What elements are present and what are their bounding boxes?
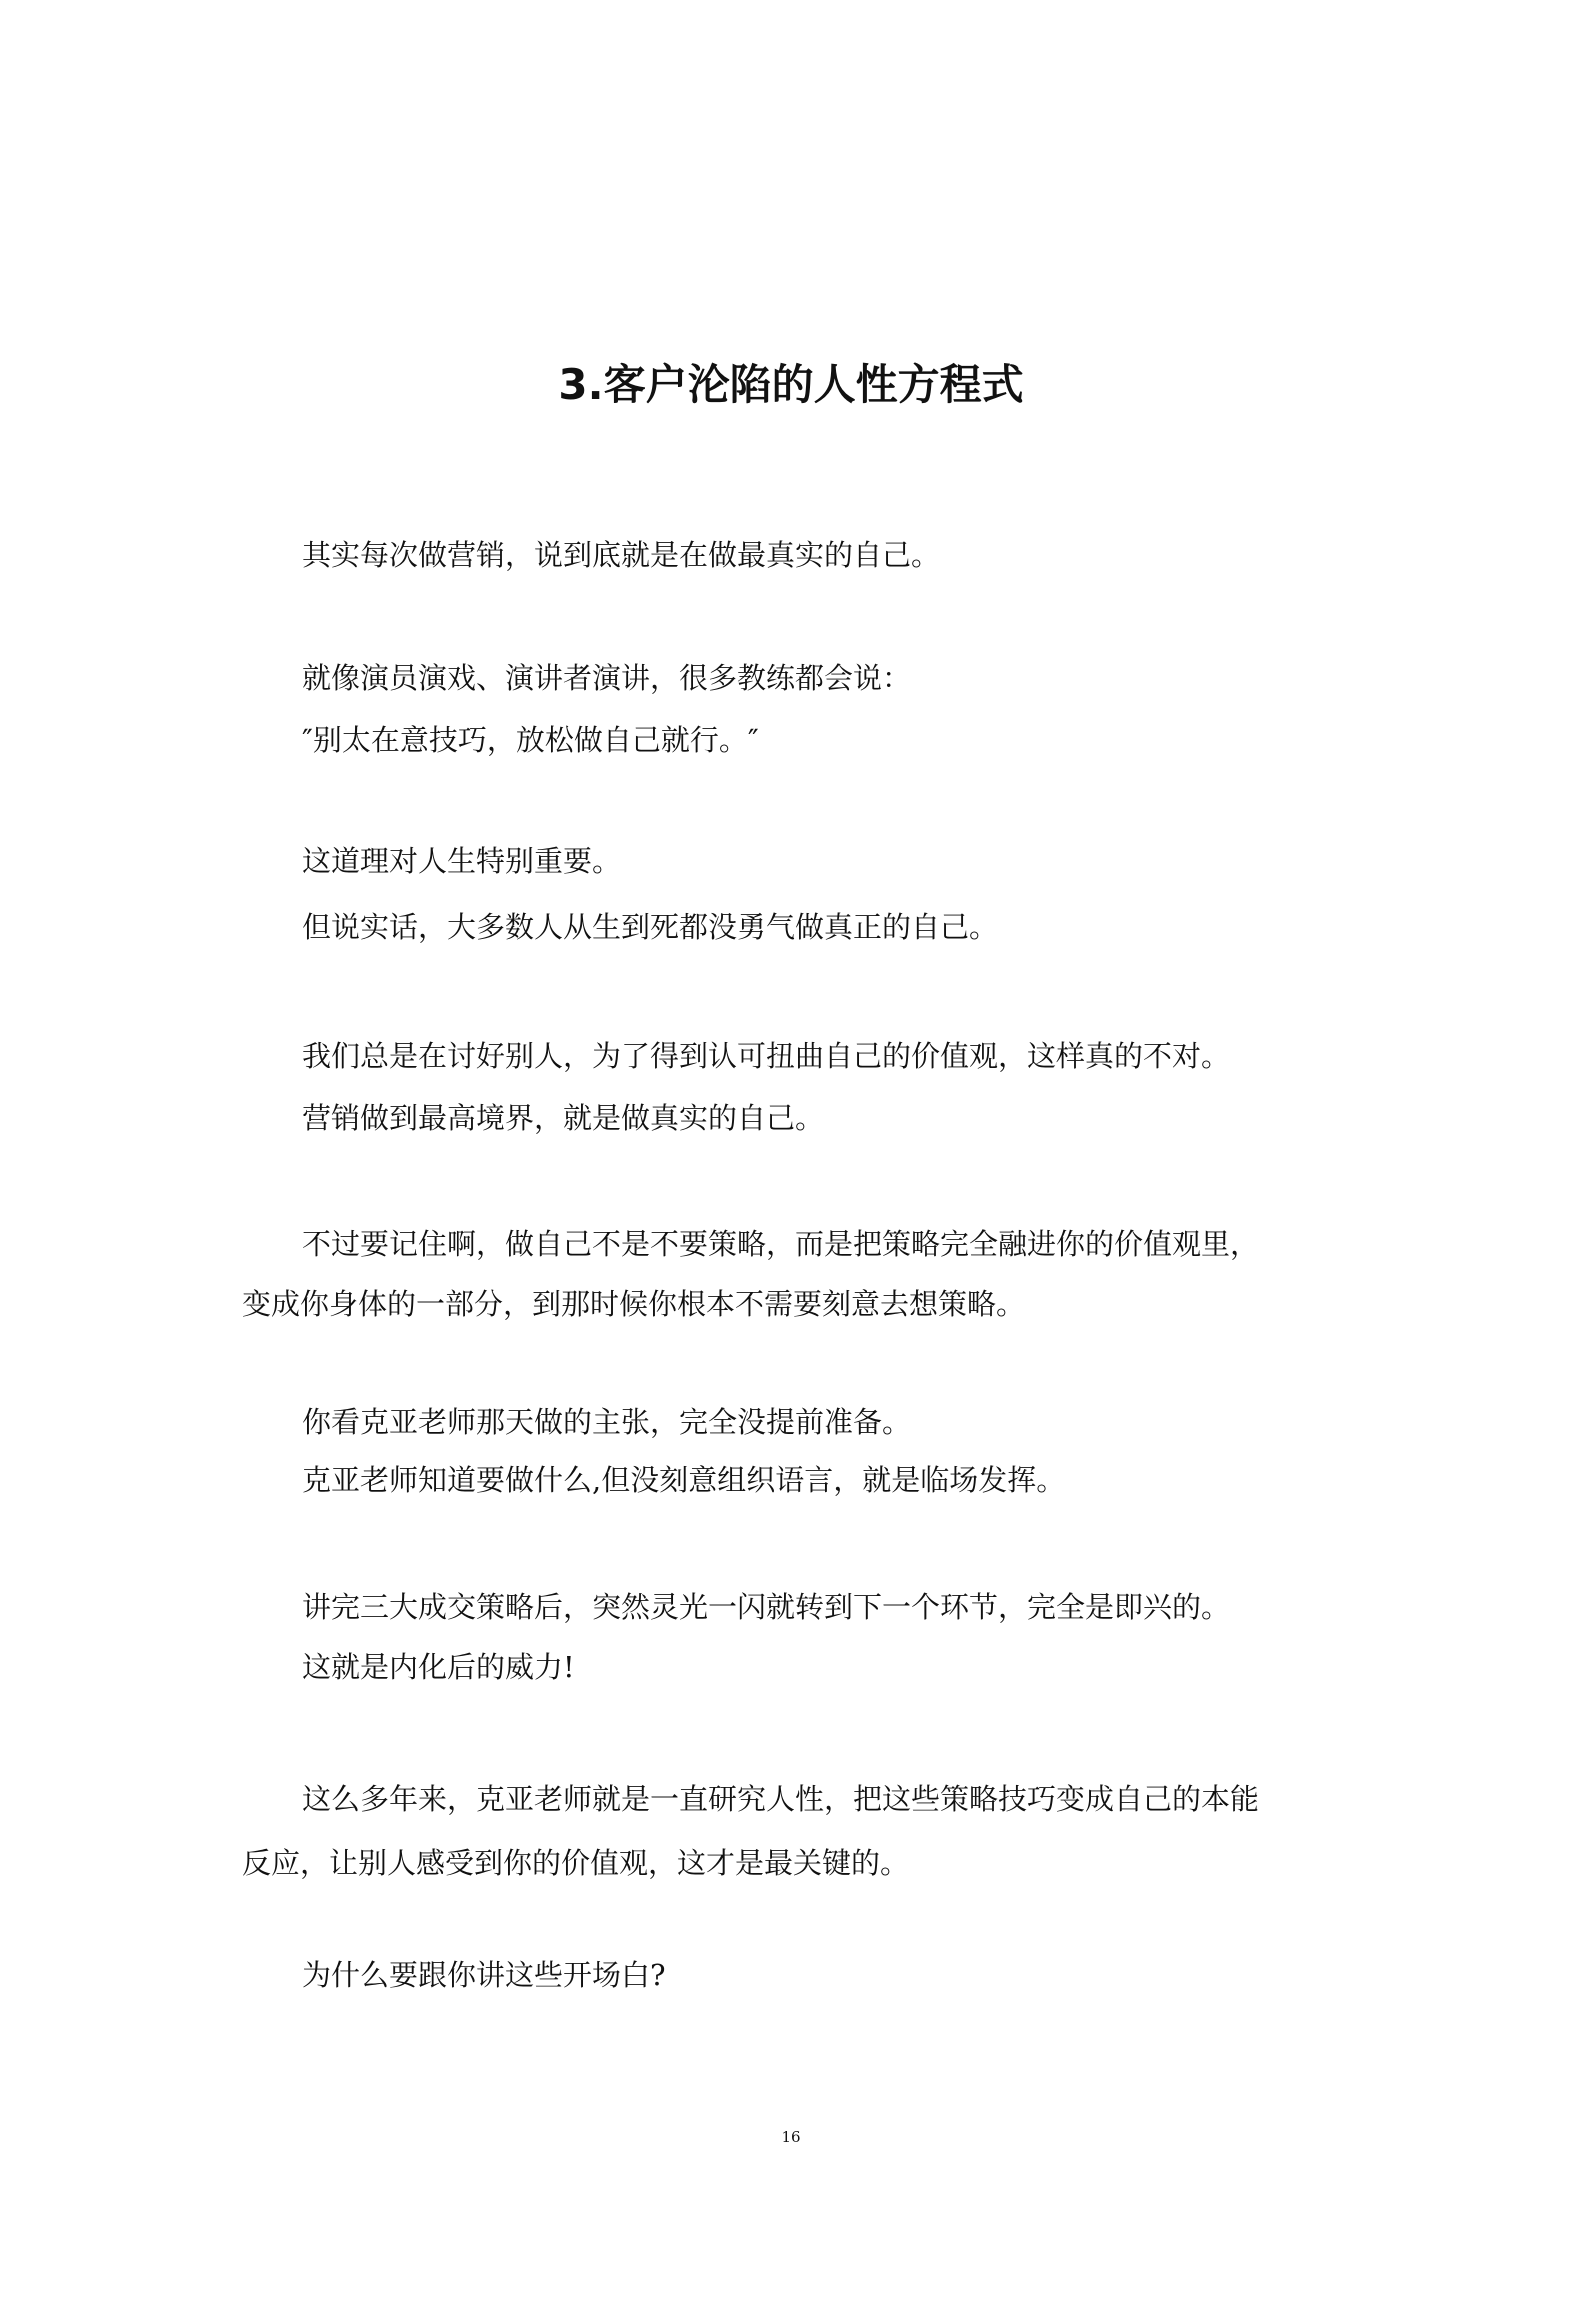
paragraph-line: 但说实话，大多数人从生到死都没勇气做真正的自己。 [302, 910, 999, 944]
paragraph-line: 这么多年来，克亚老师就是一直研究人性，把这些策略技巧变成自己的本能 [302, 1782, 1260, 1816]
page-number: 16 [781, 2128, 801, 2146]
paragraph-line: 这道理对人生特别重要。 [302, 844, 622, 878]
paragraph-line: 不过要记住啊，做自己不是不要策略，而是把策略完全融进你的价值观里， [302, 1227, 1260, 1261]
paragraph-line: 变成你身体的一部分，到那时候你根本不需要刻意去想策略。 [242, 1287, 1026, 1321]
paragraph-line: 这就是内化后的威力! [302, 1650, 575, 1684]
paragraph-line: 你看克亚老师那天做的主张，完全没提前准备。 [302, 1405, 912, 1439]
paragraph-line: 我们总是在讨好别人，为了得到认可扭曲自己的价值观，这样真的不对。 [302, 1039, 1231, 1073]
paragraph-line: 就像演员演戏、演讲者演讲，很多教练都会说： [302, 661, 912, 695]
quote-line: ″别太在意技巧，放松做自己就行。″ [302, 723, 759, 757]
paragraph-line: 营销做到最高境界，就是做真实的自己。 [302, 1101, 825, 1135]
paragraph-line: 其实每次做营销，说到底就是在做最真实的自己。 [302, 538, 941, 572]
paragraph-line: 反应，让别人感受到你的价值观，这才是最关键的。 [242, 1846, 910, 1880]
chapter-title: 3.客户沦陷的人性方程式 [558, 360, 1024, 409]
paragraph-line: 克亚老师知道要做什么,但没刻意组织语言，就是临场发挥。 [302, 1463, 1066, 1497]
paragraph-line: 为什么要跟你讲这些开场白? [302, 1958, 666, 1992]
paragraph-line: 讲完三大成交策略后，突然灵光一闪就转到下一个环节，完全是即兴的。 [302, 1590, 1231, 1624]
